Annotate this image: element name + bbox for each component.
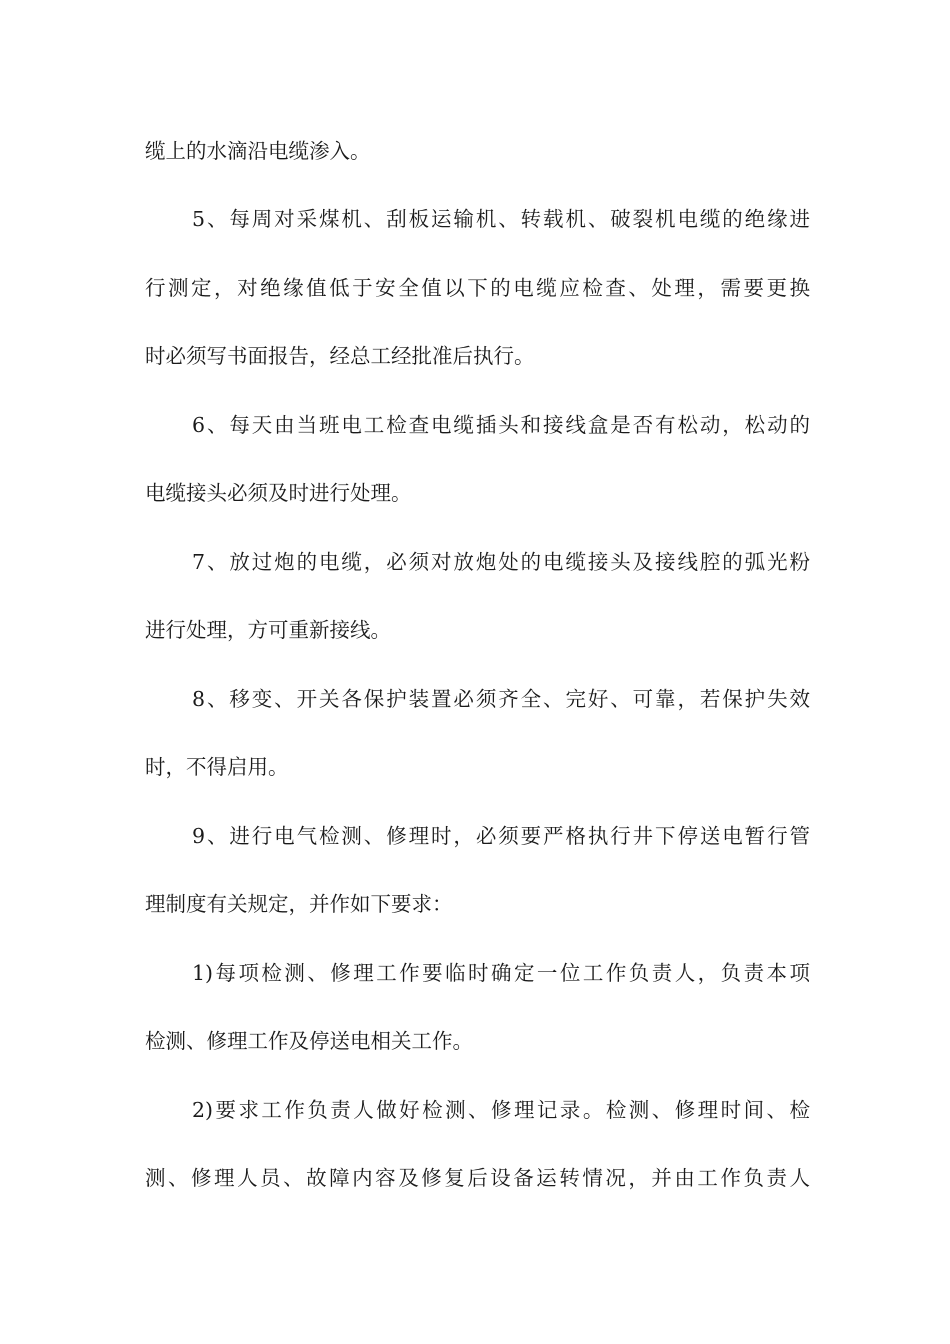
text-line: 1)每项检测、修理工作要临时确定一位工作负责人，负责本项 bbox=[192, 961, 810, 985]
text-line: 7、放过炮的电缆，必须对放炮处的电缆接头及接线腔的弧光粉 bbox=[192, 550, 810, 574]
text-line: 时必须写书面报告，经总工经批准后执行。 bbox=[145, 344, 535, 368]
text-line: 理制度有关规定，并作如下要求： bbox=[145, 892, 453, 916]
text-line: 6、每天由当班电工检查电缆插头和接线盒是否有松动，松动的 bbox=[192, 413, 810, 437]
text-line: 2)要求工作负责人做好检测、修理记录。检测、修理时间、检 bbox=[192, 1098, 810, 1122]
text-line: 9、进行电气检测、修理时，必须要严格执行井下停送电暂行管 bbox=[192, 824, 810, 848]
text-line: 8、移变、开关各保护装置必须齐全、完好、可靠，若保护失效 bbox=[192, 687, 810, 711]
text-line: 时，不得启用。 bbox=[145, 755, 289, 779]
text-line: 测、修理人员、故障内容及修复后设备运转情况，并由工作负责人 bbox=[145, 1166, 810, 1190]
text-line: 进行处理，方可重新接线。 bbox=[145, 618, 391, 642]
text-line: 缆上的水滴沿电缆渗入。 bbox=[145, 139, 371, 163]
text-line: 电缆接头必须及时进行处理。 bbox=[145, 481, 412, 505]
text-line: 5、每周对采煤机、刮板运输机、转载机、破裂机电缆的绝缘进 bbox=[192, 207, 810, 231]
text-line: 行测定，对绝缘值低于安全值以下的电缆应检查、处理，需要更换 bbox=[145, 276, 810, 300]
text-line: 检测、修理工作及停送电相关工作。 bbox=[145, 1029, 473, 1053]
